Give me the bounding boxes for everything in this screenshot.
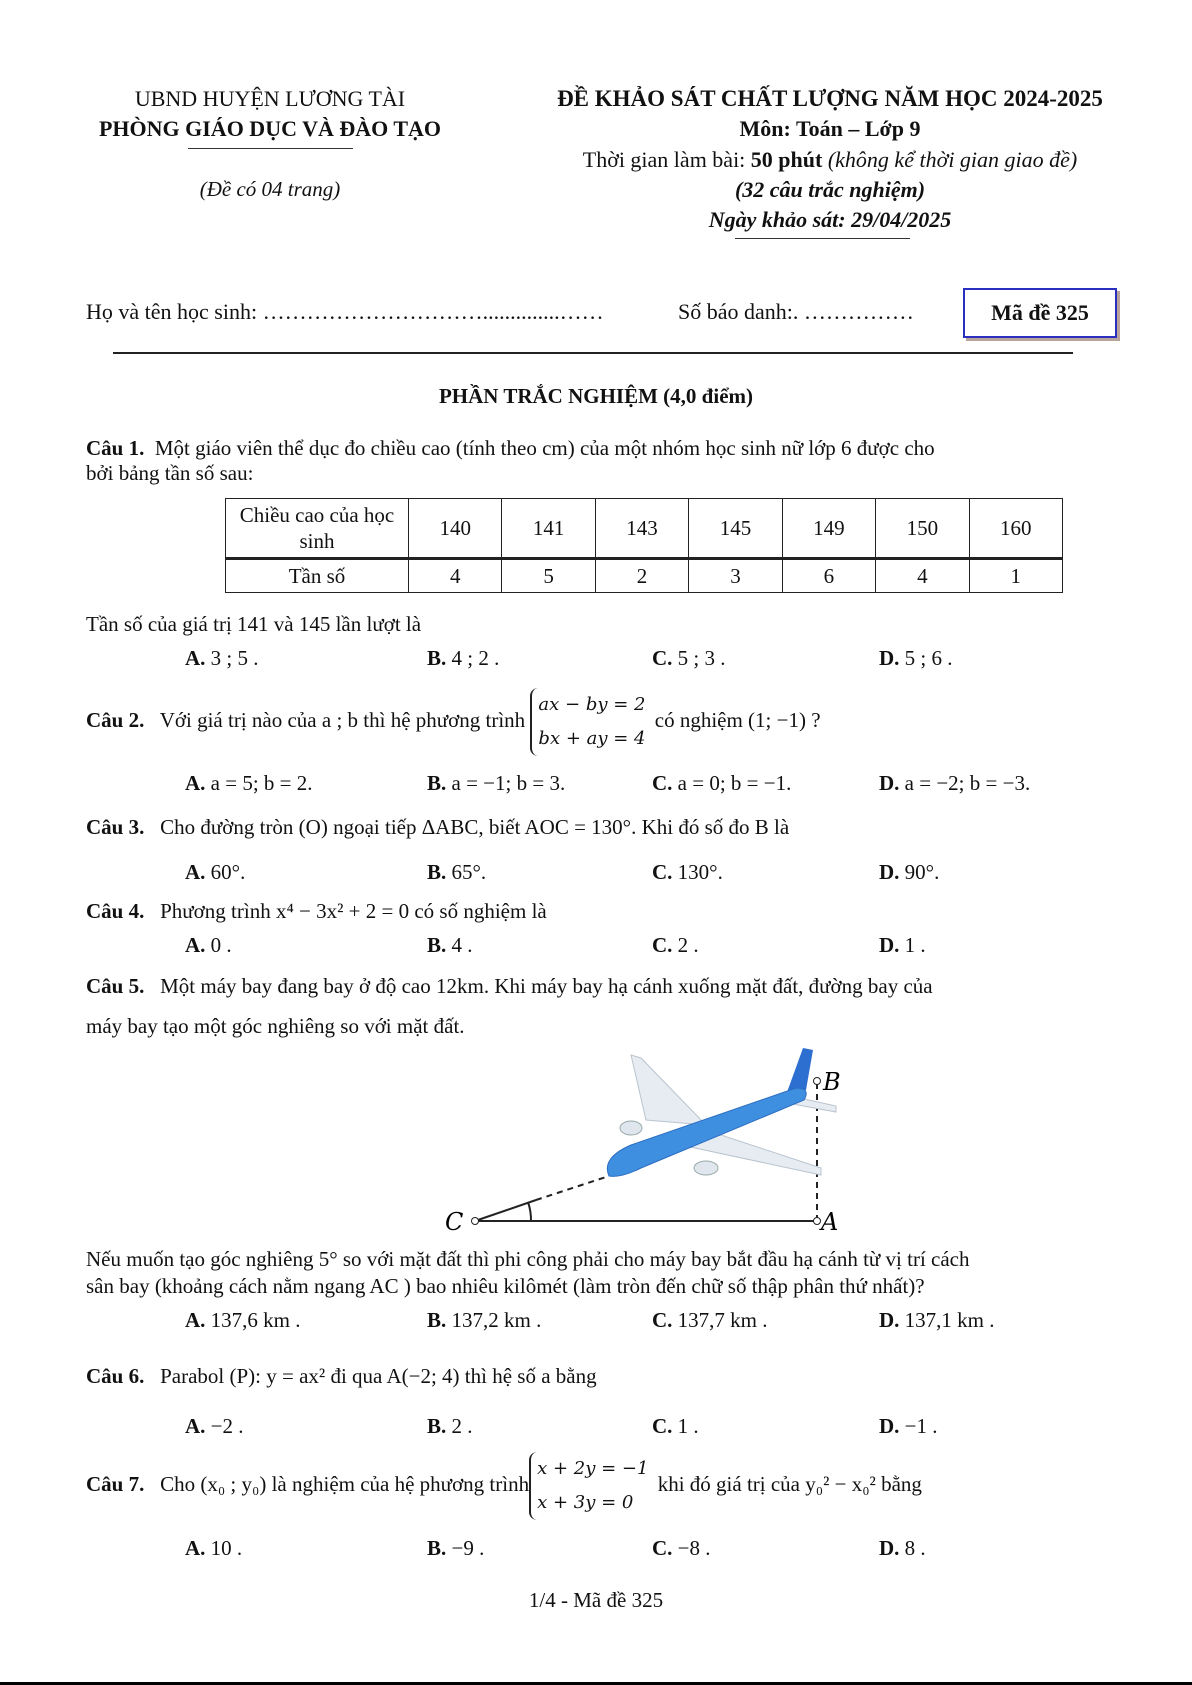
option-b[interactable] <box>427 1414 473 1439</box>
option-text: 90°. <box>904 860 940 884</box>
option-letter: D. <box>879 860 900 884</box>
option-c[interactable] <box>652 1414 699 1439</box>
q2-equation-system <box>530 688 649 756</box>
department-line2: PHÒNG GIÁO DỤC VÀ ĐÀO TẠO <box>98 116 442 141</box>
option-a[interactable] <box>185 646 259 671</box>
q5-text1: Một máy bay đang bay ở độ cao 12km. Khi máy bay hạ cánh xuống mặt đất, đường bay của <box>160 974 933 998</box>
option-text: −1 . <box>904 1414 938 1438</box>
q5-line1 <box>86 974 933 999</box>
exam-subject: Môn: Toán – Lớp 9 <box>739 116 921 141</box>
slope-solid <box>475 1200 536 1221</box>
option-d[interactable] <box>879 1308 995 1333</box>
exam-date: Ngày khảo sát: 29/04/2025 <box>708 207 952 232</box>
header-divider-left <box>188 148 353 149</box>
option-b[interactable] <box>427 933 473 958</box>
option-letter: D. <box>879 1308 900 1332</box>
option-b[interactable] <box>427 1308 541 1333</box>
option-text: −2 . <box>210 1414 244 1438</box>
airplane-icon <box>607 1048 836 1176</box>
option-d[interactable] <box>879 1414 938 1439</box>
option-d[interactable] <box>879 860 939 885</box>
table-row-heights <box>226 499 1063 559</box>
option-text: 1 . <box>677 1414 699 1438</box>
q7-text-b: khi đó giá trị của y₀² − x₀² bằng <box>657 1471 922 1496</box>
option-text: 4 ; 2 . <box>451 646 500 670</box>
student-name-field[interactable]: Họ và tên học sinh: …………………………..............…… <box>86 299 604 324</box>
option-text: 137,2 km . <box>451 1308 542 1332</box>
label-c: C <box>445 1208 464 1236</box>
option-letter: A. <box>185 1414 206 1438</box>
option-letter: A. <box>185 933 206 957</box>
table-header-height: Chiều cao của học sinh <box>226 499 409 559</box>
point-b <box>814 1078 821 1085</box>
q1-label: Câu 1. <box>86 436 145 460</box>
option-letter: B. <box>427 1536 447 1560</box>
option-a[interactable] <box>185 771 313 796</box>
option-text: 3 ; 5 . <box>210 646 259 670</box>
q2-eq2: bx + ay = 4 <box>538 728 646 749</box>
pages-note: (Đề có 04 trang) <box>199 177 341 201</box>
frequency-table <box>225 498 1063 593</box>
option-letter: C. <box>652 646 673 670</box>
table-cell: 2 <box>595 559 688 593</box>
option-d[interactable] <box>879 1536 926 1561</box>
option-letter: B. <box>427 1414 447 1438</box>
header-divider-right <box>735 238 910 239</box>
header-separator <box>113 352 1073 354</box>
option-letter: D. <box>879 771 900 795</box>
option-text: 4 . <box>451 933 473 957</box>
option-a[interactable] <box>185 1536 242 1561</box>
q7-text-a: Cho (x₀ ; y₀) là nghiệm của hệ phương trình <box>160 1471 530 1496</box>
option-c[interactable] <box>652 933 699 958</box>
option-b[interactable] <box>427 860 486 885</box>
option-letter: A. <box>185 771 206 795</box>
table-cell: 149 <box>782 499 875 559</box>
option-d[interactable] <box>879 771 1030 796</box>
table-cell: 4 <box>409 559 502 593</box>
option-text: 137,6 km . <box>210 1308 301 1332</box>
option-letter: C. <box>652 1414 673 1438</box>
exam-time <box>500 147 1160 173</box>
option-b[interactable] <box>427 1536 484 1561</box>
option-text: 2 . <box>677 933 699 957</box>
option-letter: A. <box>185 1536 206 1560</box>
option-letter: C. <box>652 1536 673 1560</box>
q1-line2: bởi bảng tần số sau: <box>86 461 254 485</box>
point-c <box>472 1218 479 1225</box>
option-letter: A. <box>185 646 206 670</box>
student-id-field[interactable]: Số báo danh:. …………… <box>678 299 914 324</box>
q4-label: Câu 4. <box>86 899 145 923</box>
q1-text: Một giáo viên thể dục đo chiều cao (tính theo cm) của một nhóm học sinh nữ lớp 6 được cho <box>154 436 935 460</box>
q5-label: Câu 5. <box>86 974 145 998</box>
option-letter: C. <box>652 933 673 957</box>
option-text: 5 ; 3 . <box>677 646 726 670</box>
q4-line <box>86 899 547 924</box>
option-c[interactable] <box>652 860 723 885</box>
table-cell: 5 <box>502 559 595 593</box>
q5-line3: Nếu muốn tạo góc nghiêng 5° so với mặt đất thì phi công phải cho máy bay bắt đầu hạ cánh từ vị trí cách <box>86 1247 970 1271</box>
q3-text: Cho đường tròn (O) ngoại tiếp ΔABC, biết AOC = 130°. Khi đó số đo B là <box>160 815 790 839</box>
option-a[interactable] <box>185 1414 244 1439</box>
option-text: 137,7 km . <box>677 1308 768 1332</box>
q2-text-a: Với giá trị nào của a ; b thì hệ phương trình <box>159 707 526 732</box>
table-cell: 4 <box>876 559 969 593</box>
option-text: a = −2; b = −3. <box>904 771 1031 795</box>
table-header-frequency: Tần số <box>226 559 409 593</box>
q3-line <box>86 815 789 840</box>
option-text: 65°. <box>451 860 487 884</box>
q6-text: Parabol (P): y = ax² đi qua A(−2; 4) thì hệ số a bằng <box>160 1364 597 1388</box>
option-c[interactable] <box>652 771 791 796</box>
q2-text-b: có nghiệm (1; −1) ? <box>654 707 821 732</box>
table-row-frequencies <box>226 559 1063 593</box>
q7-eq2: x + 3y = 0 <box>537 1492 634 1513</box>
table-cell: 143 <box>595 499 688 559</box>
table-cell: 150 <box>876 499 969 559</box>
q1-prompt: Tần số của giá trị 141 và 145 lần lượt là <box>86 612 422 636</box>
option-letter: A. <box>185 860 206 884</box>
option-letter: B. <box>427 1308 447 1332</box>
table-cell: 145 <box>689 499 782 559</box>
q7-equation-system <box>529 1452 652 1520</box>
department-line1: UBND HUYỆN LƯƠNG TÀI <box>134 86 406 111</box>
q7-label: Câu 7. <box>86 1471 145 1496</box>
option-letter: C. <box>652 771 673 795</box>
q3-label: Câu 3. <box>86 815 145 839</box>
option-text: 5 ; 6 . <box>904 646 953 670</box>
q2-line <box>86 688 821 756</box>
option-letter: B. <box>427 771 447 795</box>
option-a[interactable] <box>185 860 245 885</box>
option-d[interactable] <box>879 933 926 958</box>
q6-label: Câu 6. <box>86 1364 145 1388</box>
page-footer: 1/4 - Mã đề 325 <box>528 1588 664 1612</box>
option-c[interactable] <box>652 1536 711 1561</box>
option-text: 10 . <box>210 1536 243 1560</box>
option-a[interactable] <box>185 1308 301 1333</box>
label-a: A <box>821 1208 839 1236</box>
option-text: 0 . <box>210 933 232 957</box>
point-a <box>814 1218 821 1225</box>
q7-eq1: x + 2y = −1 <box>537 1458 649 1479</box>
option-text: a = 0; b = −1. <box>677 771 792 795</box>
option-text: 130°. <box>677 860 723 884</box>
exam-title: ĐỀ KHẢO SÁT CHẤT LƯỢNG NĂM HỌC 2024-2025 <box>557 86 1103 111</box>
option-text: 137,1 km . <box>904 1308 995 1332</box>
option-letter: C. <box>652 860 673 884</box>
option-b[interactable] <box>427 646 499 671</box>
table-cell: 140 <box>409 499 502 559</box>
q4-text: Phương trình x⁴ − 3x² + 2 = 0 có số nghiệm là <box>160 899 547 923</box>
option-letter: D. <box>879 1414 900 1438</box>
option-letter: D. <box>879 1536 900 1560</box>
time-prefix: Thời gian làm bài: <box>582 147 751 172</box>
label-b: B <box>823 1068 841 1096</box>
option-letter: B. <box>427 646 447 670</box>
option-text: 8 . <box>904 1536 926 1560</box>
option-d[interactable] <box>879 646 953 671</box>
time-note: (không kể thời gian giao đề) <box>822 147 1078 172</box>
table-cell: 1 <box>969 559 1062 593</box>
option-text: 2 . <box>451 1414 473 1438</box>
option-c[interactable] <box>652 1308 768 1333</box>
option-letter: B. <box>427 933 447 957</box>
option-text: 60°. <box>210 860 246 884</box>
angle-arc <box>528 1202 531 1221</box>
table-cell: 6 <box>782 559 875 593</box>
exam-code-box: Mã đề 325 <box>963 288 1117 338</box>
q7-line <box>86 1452 922 1520</box>
option-text: a = 5; b = 2. <box>210 771 313 795</box>
question-count: (32 câu trắc nghiệm) <box>734 177 926 202</box>
q5-line4: sân bay (khoảng cách nằm ngang AC ) bao nhiêu kilômét (làm tròn đến chữ số thập phân thứ nhất)? <box>86 1274 925 1298</box>
airplane-figure <box>441 1040 861 1240</box>
option-c[interactable] <box>652 646 726 671</box>
option-a[interactable] <box>185 933 232 958</box>
section-title: PHẦN TRẮC NGHIỆM (4,0 điểm) <box>438 384 753 408</box>
option-text: −8 . <box>677 1536 711 1560</box>
q2-eq1: ax − by = 2 <box>538 694 646 715</box>
q2-label: Câu 2. <box>86 707 145 732</box>
option-text: a = −1; b = 3. <box>451 771 566 795</box>
q1-line1 <box>86 436 935 461</box>
slope-dashed <box>536 1176 609 1200</box>
option-letter: B. <box>427 860 447 884</box>
q5-line2: máy bay tạo một góc nghiêng so với mặt đất. <box>86 1014 465 1038</box>
option-letter: D. <box>879 646 900 670</box>
option-b[interactable] <box>427 771 565 796</box>
q6-line <box>86 1364 597 1389</box>
table-cell: 160 <box>969 499 1062 559</box>
option-letter: D. <box>879 933 900 957</box>
time-value: 50 phút <box>750 147 823 172</box>
table-cell: 3 <box>689 559 782 593</box>
table-cell: 141 <box>502 499 595 559</box>
option-letter: A. <box>185 1308 206 1332</box>
option-text: −9 . <box>451 1536 485 1560</box>
option-letter: C. <box>652 1308 673 1332</box>
option-text: 1 . <box>904 933 926 957</box>
